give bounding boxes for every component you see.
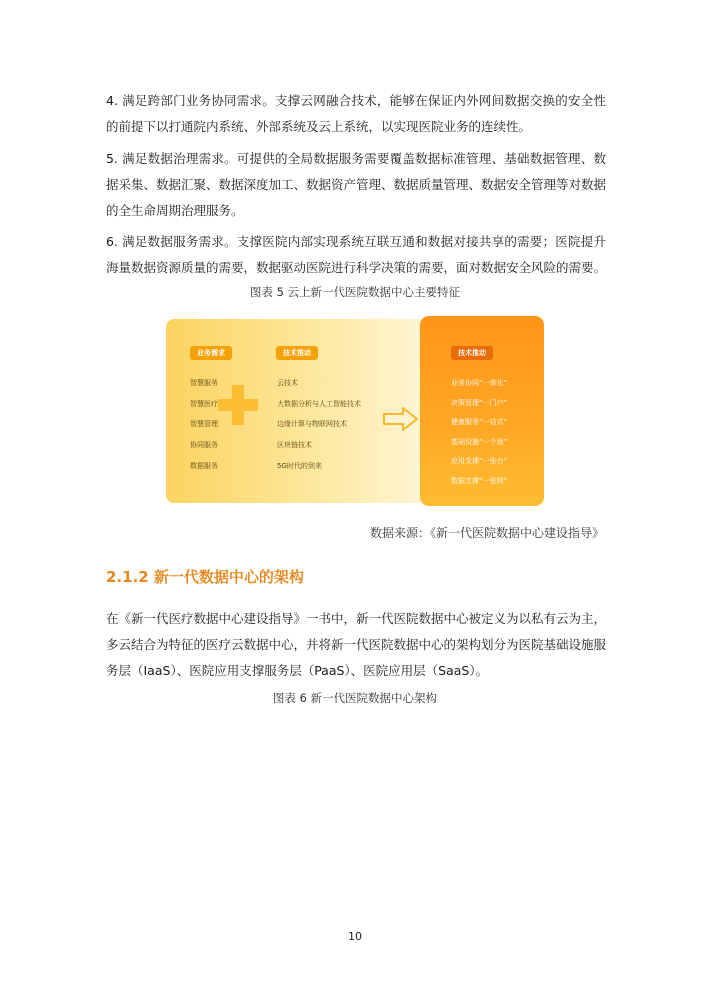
figure-5-diagram bbox=[166, 316, 544, 506]
paragraph-6: 6. 满足数据服务需求。支撑医院内部实现系统互联互通和数据对接共享的需要；医院提升海量数据资源质量的需要，数据驱动医院进行科学决策的需要，面对数据安全风险的需要。 bbox=[106, 234, 607, 275]
arrow-right-icon bbox=[383, 407, 419, 431]
result-list bbox=[451, 374, 507, 491]
list-item: 应用支撑“一张台” bbox=[451, 457, 508, 465]
list-item: 智慧医疗 bbox=[190, 399, 218, 408]
list-item: 数据服务 bbox=[190, 461, 218, 470]
figure-5-caption: 图表 5 云上新一代医院数据中心主要特征 bbox=[249, 285, 461, 299]
result-tag: 技术推动 bbox=[451, 346, 493, 360]
business-demand-tag: 业务需求 bbox=[190, 346, 232, 360]
list-item: 云技术 bbox=[277, 379, 298, 387]
data-source: 数据来源：《新一代医院数据中心建设指导》 bbox=[369, 526, 604, 540]
page-number: 10 bbox=[348, 930, 362, 943]
list-item: 基础设施“一个池” bbox=[451, 437, 508, 446]
list-item: 协同服务 bbox=[190, 441, 218, 450]
list-item: 智慧服务 bbox=[190, 379, 218, 387]
section-heading: 2.1.2 新一代数据中心的架构 bbox=[106, 568, 304, 586]
figure-6-caption: 图表 6 新一代医院数据中心架构 bbox=[272, 691, 438, 705]
list-item: 智慧管理 bbox=[190, 420, 218, 429]
list-item: 业务协同“一体化” bbox=[451, 379, 508, 387]
tech-drive-list bbox=[277, 373, 361, 476]
business-demand-list bbox=[190, 373, 218, 476]
list-item: 大数据分析与人工智能技术 bbox=[277, 399, 361, 408]
paragraph-5: 5. 满足数据治理需求。可提供的全局数据服务需要覆盖数据标准管理、基础数据管理、数据采集、数据汇聚、数据深度加工、数据资产管理、数据质量管理、数据安全管理等对数据的全生命周期治理服务。 bbox=[106, 151, 607, 218]
section-body: 在《新一代医疗数据中心建设指导》一书中，新一代医院数据中心被定义为以私有云为主，多云结合为特征的医疗云数据中心，并将新一代医院数据中心的架构划分为医院基础设施服务层（IaaS）、医院应用支撑服务层（PaaS）、医院应用层（SaaS）。 bbox=[106, 611, 607, 678]
list-item: 边缘计算与物联网技术 bbox=[277, 420, 347, 429]
list-item: 区块链技术 bbox=[277, 441, 312, 450]
list-item: 决策管理“一门户” bbox=[451, 398, 508, 407]
list-item: 5G时代的到来 bbox=[277, 461, 322, 470]
tech-drive-tag: 技术推动 bbox=[276, 346, 318, 360]
plus-icon bbox=[218, 385, 258, 425]
list-item: 健康服务“一站式” bbox=[451, 418, 508, 426]
paragraph-4: 4. 满足跨部门业务协同需求。支撑云网融合技术，能够在保证内外网间数据交换的安全性的前提下以打通院内系统、外部系统及云上系统，以实现医院业务的连续性。 bbox=[106, 93, 606, 134]
list-item: 数据支撑“一张网” bbox=[451, 476, 508, 485]
